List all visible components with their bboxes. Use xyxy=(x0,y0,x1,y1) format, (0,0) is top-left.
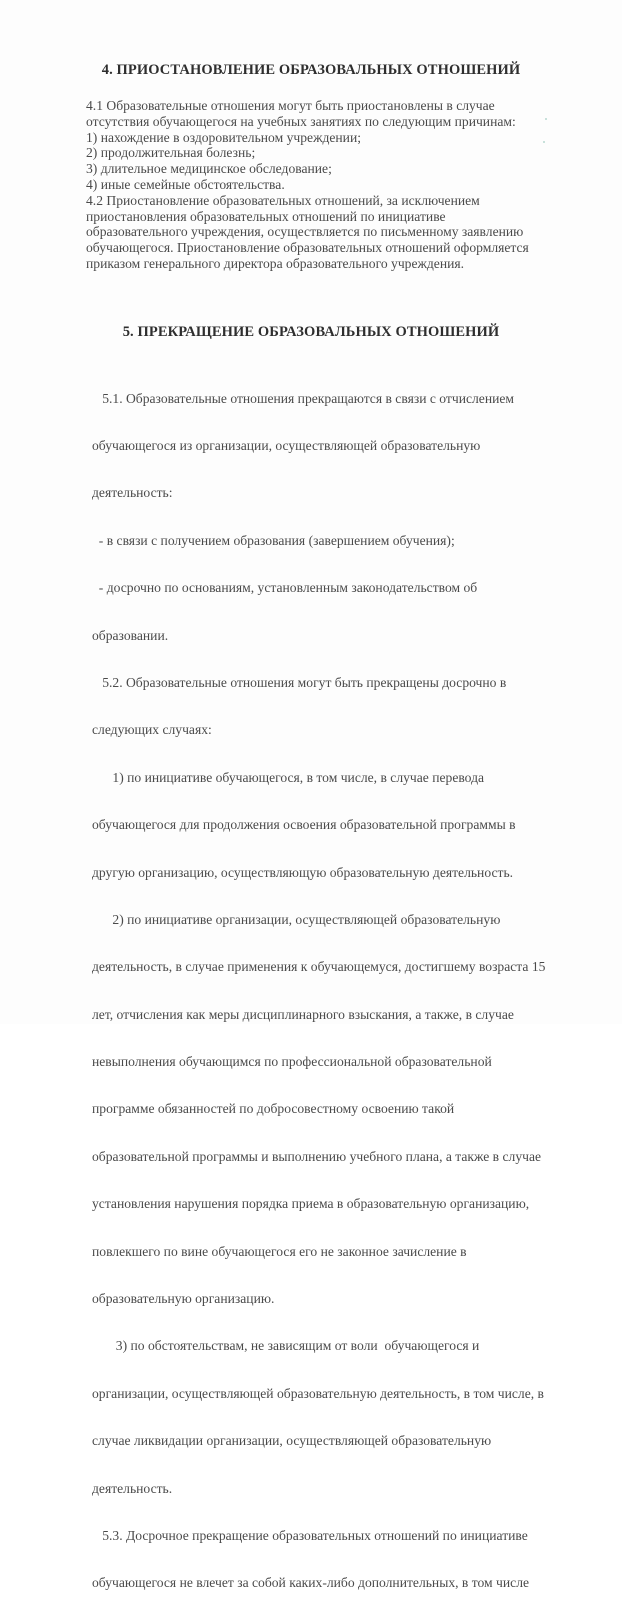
text-line: 5.3. Досрочное прекращение образовательных отношений по инициативе xyxy=(92,1527,528,1543)
text-line: другую организацию, осуществляющую образовательную деятельность. xyxy=(92,864,514,880)
text-line: - досрочно по основаниям, установленным законодательством об xyxy=(92,580,478,596)
text-line: 4.1 Образовательные отношения могут быть приостановлены в случае xyxy=(86,98,495,113)
text-line: 1) по инициативе обучающегося, в том числе, в случае перевода xyxy=(92,769,485,785)
text-line: случае ликвидации организации, осуществляющей образовательную xyxy=(92,1433,492,1449)
text-line: следующих случаях: xyxy=(92,722,212,738)
text-line: установления нарушения порядка приема в образовательную организацию, xyxy=(92,1196,530,1212)
section-5-body xyxy=(92,359,545,1623)
text-line: программе обязанностей по добросовестному освоению такой xyxy=(92,1101,455,1117)
text-line: 1) нахождение в оздоровительном учреждении; xyxy=(86,129,362,145)
text-line: невыполнения обучающимся по профессиональной образовательной xyxy=(92,1054,492,1070)
text-line: 5.1. Образовательные отношения прекращаются в связи с отчислением xyxy=(92,390,515,406)
text-line: образовательного учреждения, осуществляется по письменному заявлению xyxy=(86,224,524,240)
text-line: организации, осуществляющей образовательную деятельность, в том числе, в xyxy=(92,1385,544,1401)
text-line: образовательную организацию. xyxy=(92,1291,275,1307)
text-line: 5.2. Образовательные отношения могут быть прекращены досрочно в xyxy=(92,674,507,690)
section-5-heading: 5. ПРЕКРАЩЕНИЕ ОБРАЗОВАЛЬНЫХ ОТНОШЕНИЙ xyxy=(122,324,500,340)
text-line: отсутствия обучающегося на учебных занятиях по следующим причинам: xyxy=(86,113,516,129)
text-line: деятельность: xyxy=(92,485,173,501)
text-line: 4) иные семейные обстоятельства. xyxy=(86,176,285,192)
scan-speck xyxy=(545,118,547,120)
text-line: обучающегося для продолжения освоения образовательной программы в xyxy=(92,817,516,833)
text-line: - в связи с получением образования (завершением обучения); xyxy=(92,532,455,548)
text-line: деятельность, в случае применения к обучающемуся, достигшему возраста 15 xyxy=(92,959,546,975)
text-line: 3) по обстоятельствам, не зависящим от воли обучающегося и xyxy=(92,1338,480,1354)
section-4-heading: 4. ПРИОСТАНОВЛЕНИЕ ОБРАЗОВАЛЬНЫХ ОТНОШЕНИЙ xyxy=(101,62,521,78)
text-line: приказом генерального директора образовательного учреждения. xyxy=(86,255,465,271)
text-line: приостановления образовательных отношений по инициативе xyxy=(86,208,446,224)
scan-speck xyxy=(543,141,545,143)
text-line: деятельность. xyxy=(92,1480,173,1496)
text-line: 2) продолжительная болезнь; xyxy=(86,145,256,161)
text-line: лет, отчисления как меры дисциплинарного взыскания, а также, в случае xyxy=(92,1006,514,1022)
text-line: обучающегося из организации, осуществляющей образовательную xyxy=(92,437,481,453)
text-line: обучающегося. Приостановление образовательных отношений оформляется xyxy=(86,240,529,256)
text-line: 4.2 Приостановление образовательных отношений, за исключением xyxy=(86,192,480,208)
text-line: повлекшего по вине обучающегося его не законное зачисление в xyxy=(92,1243,467,1259)
text-line: 2) по инициативе организации, осуществляющей образовательную xyxy=(92,911,501,927)
section-4-body xyxy=(86,98,529,272)
text-line: 3) длительное медицинское обследование; xyxy=(86,161,332,177)
text-line: образовательной программы и выполнению учебного плана, а также в случае xyxy=(92,1148,542,1164)
text-line: образовании. xyxy=(92,627,169,643)
text-line: обучающегося не влечет за собой каких-либо дополнительных, в том числе xyxy=(92,1575,530,1591)
